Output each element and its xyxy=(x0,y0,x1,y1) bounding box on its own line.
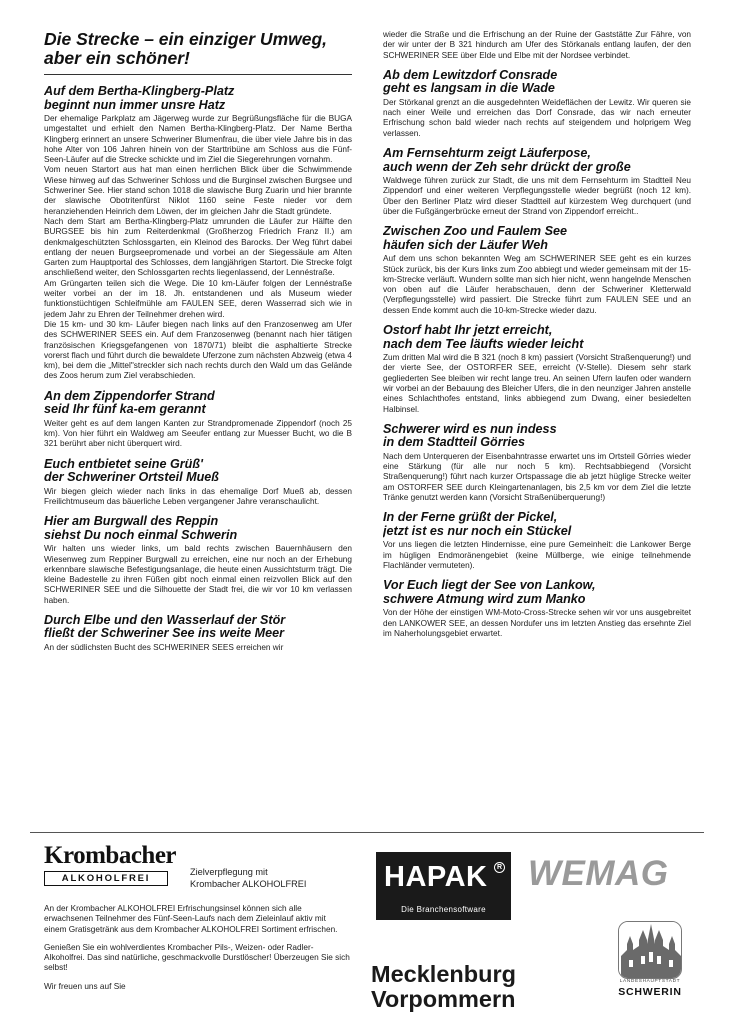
heading-line-2: nach dem Tee läufts wieder leicht xyxy=(383,336,584,351)
mv-line-1: Mecklenburg xyxy=(371,961,516,987)
heading-line-1: An dem Zippendorfer Strand xyxy=(44,388,215,403)
paragraph: Auf dem uns schon bekannten Weg am SCHWERINER SEE geht es ein kurzes Stück zurück, bis der Kurs links zum Zoo abbiegt und wieder gemeinsam mit der 15-km-Strecke verläuft. Wundern sollte man sich hier nicht, wenn hangelnde Menschen von oben auf die Läufer herabschauen, denn der Schweriner Kletterwald (Verpflegungsstelle) wird passiert. Die Strecke führt zum FAULEN SEE und an dessen Ende kommt auch die 10-km-Strecke wieder dazu. xyxy=(383,254,691,315)
section-zoo-faulem-see xyxy=(383,225,691,316)
sponsor-headline xyxy=(190,866,365,890)
section-lankow xyxy=(383,579,691,639)
section-heading xyxy=(44,390,352,417)
hapak-wordmark: HAPAK xyxy=(384,861,488,893)
section-ostorf xyxy=(383,324,691,415)
paragraph: Der Störkanal grenzt an die ausgedehnten Weideflächen der Lewitz. Wir queren sie nach einer Weile und erreichen das Dorf Consrade, das wir nach erneuter Erfrischung schon bald wieder nach rechts auf steigendem und holprigem Weg verlassen. xyxy=(383,97,691,138)
paragraph: Vor uns liegen die letzten Hindernisse, eine pure Gemeinheit: die Lankower Berge im hügligen Endmoränengebiet (keine Müllberge, wie einige teilnehmende Flachländer vermuteten). xyxy=(383,540,691,570)
heading-line-1: Ostorf habt Ihr jetzt erreicht, xyxy=(383,323,553,338)
paragraph: Zum dritten Mal wird die B 321 (noch 8 km) passiert (Vorsicht Straßenquerung!) und der vierte See, der OSTORFER SEE, erreicht (V-Stelle). Diesem sehr stark gegliederten See bleiben wir recht lange treu. An seinen Ufern laufen oder wandern wir vorbei an der Bebauung des Bleicher Ufers, die in den neunziger Jahren anstelle eines Schlachthofes entstand, links abbiegend zum Dwang, einer besiedelten Halbinsel. xyxy=(383,353,691,414)
heading-line-1: Ab dem Lewitzdorf Consrade xyxy=(383,67,558,82)
heading-line-2: beginnt nun immer unsre Hatz xyxy=(44,97,226,112)
paragraph: Nach dem Start am Bertha-Klingberg-Platz umrunden die Läufer zur Hälfte den BURGSEE bis hin zum Reiterdenkmal (Großherzog Friedrich Franz II.) am denkmalgeschützten Schlossgarten, ein Kleinod des Barocks. Der Weg führt dabei entlang der neuen Burgseepromenade und vorbei an der Siegessäule am Alten Garten zum Hauptportal des Schlosses, dem langjährigen Startort. Die Strecke folgt anschließend weiter, den Schlossgarten rechts liegenlassend, der Lennéstraße. xyxy=(44,216,352,278)
section-heading xyxy=(44,515,352,542)
section-zippendorf xyxy=(44,390,352,450)
heading-line-2: siehst Du noch einmal Schwerin xyxy=(44,527,238,542)
schwerin-logo xyxy=(612,921,688,1001)
alkoholfrei-bar: ALKOHOLFREI xyxy=(44,871,168,886)
paragraph: Wir freuen uns auf Sie xyxy=(44,981,126,991)
paragraph: Nach dem Unterqueren der Eisenbahntrasse erwartet uns im Ortsteil Görries wieder eine Stärkung (für alle nur noch 5 km). Rechtsabbiegend (Vorsicht Straßenquerung!) führt nach kurzer Ortspassage die ab jetzt hüglige Strecke weiter am OSTORFER SEE durch Kleingartenanlagen, bis 2,5 km vor dem Ziel die letzte Tränke genutzt werden kann (Vorsicht Straßenüberquerung!) xyxy=(383,451,691,503)
paragraph: Wir biegen gleich wieder nach links in das ehemalige Dorf Mueß ab, dessen Freilichtmuseum das bäuerliche Leben vergangener Jahre veranschaulicht. xyxy=(44,486,352,506)
section-pickel xyxy=(383,511,691,571)
paragraph: Wir halten uns wieder links, um bald rechts zwischen Bauernhäusern den Wiesenweg zum Reppiner Burgwall zu erreichen, eine nur noch an der Erhebung erkennbare slawische Befestigungsanlage, die heute einen Aussichtsturm trägt. Die kleine Badestelle zu ihren Füßen gibt noch einmal einen reizvollen Blick auf den SCHWERINER SEE und die Silhouette der Stadt frei, die wir vor 10 km verlassen haben. xyxy=(44,544,352,605)
section-heading xyxy=(383,324,691,351)
section-heading xyxy=(383,511,691,538)
main-title: Die Strecke – ein einziger Umweg, aber ein schöner! xyxy=(44,30,352,75)
krombacher-wordmark: Krombacher xyxy=(44,842,177,869)
krombacher-logo xyxy=(44,842,177,886)
section-heading xyxy=(383,147,691,174)
schwerin-name: SCHWERIN xyxy=(618,986,682,998)
heading-line-2: auch wenn der Zeh sehr drückt der große xyxy=(383,159,631,174)
castle-silhouette-icon xyxy=(619,922,682,979)
paragraph: Von der Höhe der einstigen WM-Moto-Cross-Strecke sehen wir vor uns ausgebreitet den LANKOWER SEE, an dessen Nordufer uns im letzten Anstieg das ersehnte Ziel im Naherholungsgebiet erwartet. xyxy=(383,608,691,638)
paragraph: Am Grüngarten teilen sich die Wege. Die 10 km-Läufer folgen der Lennéstraße weiter vorbei an der im 18. Jh. entstandenen und als Museum wieder funktionstüchtigen Schleifmühle am FAULEN SEE, deren Wasserrad sich wie in jedem Jahr zu Ehren der Teilnehmer drehen wird. xyxy=(44,278,352,319)
paragraph: An der Krombacher ALKOHOLFREI Erfrischungsinsel können sich alle erwachsenen Teilnehmer des Fünf-Seen-Laufs nach dem Zieleinlauf aktiv mit einem Gratisgetränk aus dem Krombacher ALKOHOLFREI Sortiment erfrischen. xyxy=(44,904,338,934)
section-bertha-klingberg xyxy=(44,85,352,382)
wemag-logo: WEMAG xyxy=(528,854,669,893)
section-heading xyxy=(44,458,352,485)
section-elbe-stoer xyxy=(44,614,352,653)
sponsor-headline-line-2: Krombacher ALKOHOLFREI xyxy=(190,879,307,889)
paragraph: Waldwege führen zurück zur Stadt, die uns mit dem Fernsehturm im Stadtteil Neu Zippendorf und einer weiteren Verpflegungsstelle wieder begrüßt (noch 12 km). Über den Berliner Platz wird dieser Stadtteil auf kürzestem Weg durchquert (und über die Fußgängerbrücke erneut der Strand von Zippendorf erreicht.. xyxy=(383,176,691,216)
paragraph: Genießen Sie ein wohlverdientes Krombacher Pils-, Weizen- oder Radler-Alkoholfrei. Das sind natürliche, geschmackvolle Durstlöscher! Überzeugen Sie sich selbst! xyxy=(44,942,350,973)
heading-line-1: Euch entbietet seine Grüß' xyxy=(44,456,204,471)
section-consrade xyxy=(383,69,691,139)
left-column xyxy=(44,30,352,825)
schwerin-subtitle: LANDESHAUPTSTADT xyxy=(619,979,681,984)
section-heading xyxy=(383,579,691,606)
mv-line-2: Vorpommern xyxy=(371,986,516,1012)
sponsor-text xyxy=(44,904,350,1000)
castle-icon xyxy=(618,921,682,979)
section-continuation xyxy=(383,30,691,61)
section-heading xyxy=(383,69,691,96)
section-divider xyxy=(30,832,704,833)
right-column xyxy=(383,30,691,825)
heading-line-2: geht es langsam in die Wade xyxy=(383,81,555,96)
heading-line-1: Durch Elbe und den Wasserlauf der Stör xyxy=(44,612,286,627)
paragraph: An der südlichsten Bucht des SCHWERINER SEES erreichen wir xyxy=(44,642,284,652)
section-reppin xyxy=(44,515,352,606)
heading-line-2: in dem Stadtteil Görries xyxy=(383,435,526,450)
section-muess xyxy=(44,458,352,508)
heading-line-1: Vor Euch liegt der See von Lankow, xyxy=(383,578,596,593)
section-fernsehturm xyxy=(383,147,691,217)
sponsor-headline-line-1: Zielverpflegung mit xyxy=(190,867,268,877)
heading-line-1: Hier am Burgwall des Reppin xyxy=(44,514,219,529)
mecklenburg-vorpommern-logo xyxy=(371,962,555,1012)
paragraph: Der ehemalige Parkplatz am Jägerweg wurde zur Begrüßungsfläche für die BUGA umgestaltet und erhielt den Namen Bertha-Klingberg-Platz. Der Name Bertha Klingberg erinnert an unsere Schweriner Blumenfrau, die über viele Jahre bis in das hohe Alter von 106 Jahren hinein von der Starttribüne am Schloss aus die Fünf-Seen-Läufer auf die Strecke schickte und im Ziel die Siegerehrungen vornahm. xyxy=(44,114,352,165)
section-heading xyxy=(44,614,352,641)
paragraph: Weiter geht es auf dem langen Kanten zur Strandpromenade Zippendorf (noch 25 km). Von hier führt ein Waldweg am Seeufer entlang zur Muesser Bucht, wo die B 321 berührt aber nicht überquert wird. xyxy=(44,418,352,449)
registered-icon: R xyxy=(494,862,505,873)
heading-line-2: fließt der Schweriner See ins weite Meer xyxy=(44,626,285,641)
hapak-logo xyxy=(376,852,511,920)
heading-line-1: Schwerer wird es nun indess xyxy=(383,421,557,436)
heading-line-1: In der Ferne grüßt der Pickel, xyxy=(383,510,558,525)
section-heading xyxy=(383,423,691,450)
heading-line-2: häufen sich der Läufer Weh xyxy=(383,237,548,252)
hapak-tagline: Die Branchensoftware xyxy=(401,905,486,914)
heading-line-1: Am Fernsehturm zeigt Läuferpose, xyxy=(383,146,591,161)
heading-line-1: Auf dem Bertha-Klingberg-Platz xyxy=(44,84,235,98)
paragraph: wieder die Straße und die Erfrischung an der Ruine der Gaststätte Zur Fähre, von der wir unter der B 321 hindurch am Ufer des Störkanals entlang laufen, der den SCHWERINER SEE über Elde und Elbe mit der Nordsee verbindet. xyxy=(383,30,691,60)
heading-line-2: seid Ihr fünf ka-em gerannt xyxy=(44,402,206,417)
section-goerries xyxy=(383,423,691,503)
paragraph: Die 15 km- und 30 km- Läufer biegen nach links auf den Franzosenweg am Ufer des SCHWERINER SEES ein. Auf dem Franzosenweg (benannt nach hier tätigen französischen Kriegsgefangenen von 1870/71) bleibt die asphaltierte Strecke vorerst flach und führt durch die bewaldete Uferzone zum nächsten Abzweig (etwa 4 km), bei dem die „Mittel"streckler sich nach rechts durch den Wald um das Gelände des Zoos herum zum Ziel verabschieden. xyxy=(44,319,352,381)
section-heading xyxy=(383,225,691,252)
heading-line-2: jetzt ist es nur noch ein Stückel xyxy=(383,523,572,538)
heading-line-2: der Schweriner Ortsteil Mueß xyxy=(44,470,219,485)
heading-line-1: Zwischen Zoo und Faulem See xyxy=(383,224,568,239)
paragraph: Vom neuen Startort aus hat man einen herrlichen Blick über die Schwimmende Wiese hinweg auf das Schweriner Schloss und die Burginsel zwischen Burgsee und Schweriner See. Hier stand schon 1018 die slawische Burg Zuarin und hier brannte der slawische Obotritenfürst Niklot 1160 seine Feste nieder vor dem heranziehenden Heinrich dem Löwen, der im gleichen Jahr die Stadt gründete. xyxy=(44,165,352,216)
section-heading xyxy=(44,85,352,112)
heading-line-2: schwere Atmung wird zum Manko xyxy=(383,591,586,606)
